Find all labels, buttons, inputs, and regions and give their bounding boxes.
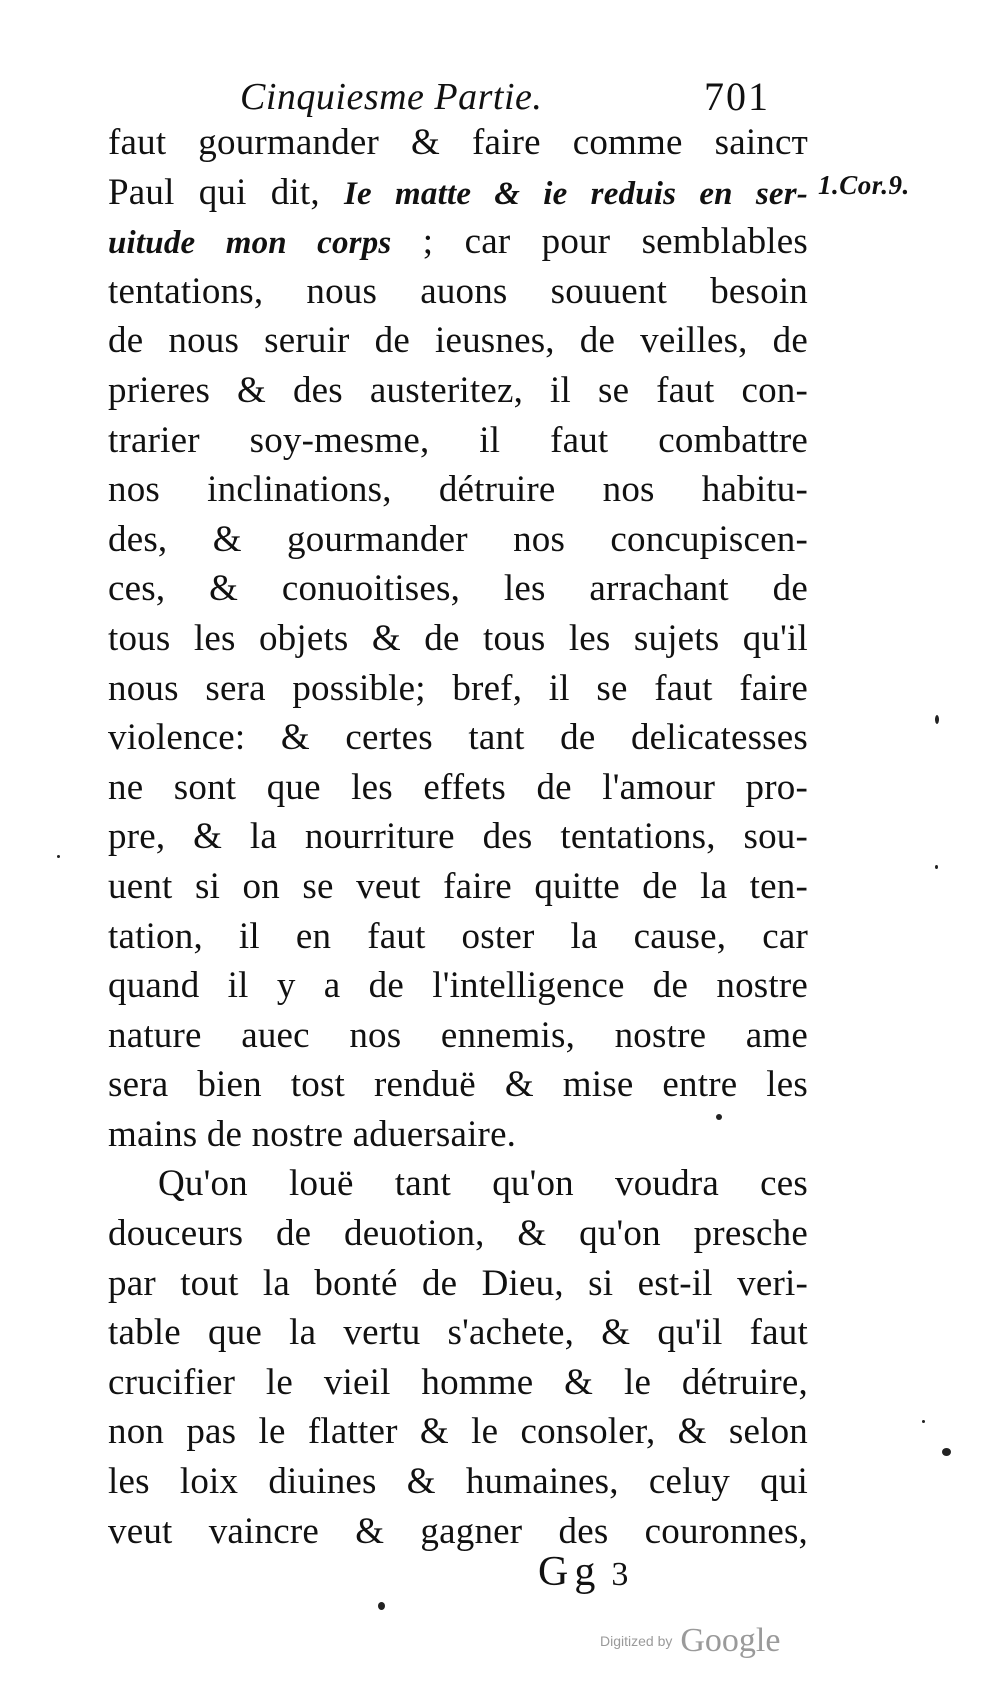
- text-line: table que la vertu s'achete, & qu'il faut: [108, 1312, 808, 1354]
- text-line: ne sont que les effets de l'amour pro-: [108, 766, 808, 808]
- text-segment: ; car pour semblables: [422, 221, 808, 263]
- text-line: par tout la bonté de Dieu, si est-il veri-: [108, 1262, 808, 1304]
- digitized-by-text: Digitized by: [600, 1633, 673, 1649]
- text-line: [108, 217, 808, 267]
- margin-note: 1.Cor.9.: [818, 170, 910, 200]
- italic-quote: uitude mon corps: [108, 225, 392, 262]
- text-line: des, & gourmander nos concupiscen-: [108, 518, 808, 560]
- text-line: pre, & la nourriture des tentations, sou-: [108, 816, 808, 858]
- text-line: Qu'on louë tant qu'on voudra ces: [158, 1163, 808, 1205]
- running-head: [240, 72, 800, 122]
- text-line: [108, 168, 808, 218]
- ink-speck: [378, 1602, 385, 1610]
- text-line: faut gourmander & faire comme saincт: [108, 122, 808, 163]
- text-line: les loix diuines & humaines, celuy qui: [108, 1461, 808, 1503]
- text-line: prieres & des austeritez, il se faut con-: [108, 369, 808, 411]
- text-segment: Paul qui dit,: [108, 171, 320, 213]
- text-line: mains de nostre aduersaire.: [108, 1113, 517, 1155]
- text-line: uent si on se veut faire quitte de la ten-: [108, 865, 808, 907]
- text-line: tation, il en faut oster la cause, car: [108, 915, 808, 957]
- text-line: violence: & certes tant de delicatesses: [108, 717, 808, 759]
- text-line: ces, & conuoitises, les arrachant de: [108, 568, 808, 610]
- text-line: nos inclinations, détruire nos habitu-: [108, 469, 808, 511]
- text-line: trarier soy-mesme, il faut combattre: [108, 419, 808, 461]
- italic-quote: Ie matte & ie reduis en ser-: [343, 175, 808, 212]
- ink-speck: [57, 855, 60, 858]
- ink-speck: [716, 1114, 722, 1120]
- running-title: Cinquiesme Partie.: [240, 76, 543, 118]
- text-line: douceurs de deuotion, & qu'on presche: [108, 1213, 808, 1255]
- text-line: tentations, nous auons souuent besoin: [108, 270, 808, 312]
- ink-speck: [935, 865, 938, 869]
- signature-mark: [538, 1548, 634, 1596]
- signature-letters: Gg: [538, 1549, 602, 1595]
- page-number: 701: [704, 74, 770, 119]
- google-logo: Google: [680, 1622, 781, 1659]
- text-line: nature auec nos ennemis, nostre ame: [108, 1014, 808, 1056]
- text-line: de nous seruir de ieusnes, de veilles, de: [108, 320, 808, 362]
- text-line: sera bien tost renduë & mise entre les: [108, 1064, 808, 1106]
- text-line: crucifier le vieil homme & le détruire,: [108, 1361, 808, 1403]
- text-line: quand il y a de l'intelligence de nostre: [108, 965, 808, 1007]
- text-line: veut vaincre & gagner des couronnes,: [108, 1510, 808, 1552]
- text-line: non pas le flatter & le consoler, & selon: [108, 1411, 808, 1453]
- ink-speck: [935, 715, 939, 724]
- ink-speck: [942, 1448, 951, 1456]
- digitized-watermark: [600, 1622, 780, 1658]
- ink-speck: [922, 1420, 925, 1423]
- text-line: nous sera possible; bref, il se faut faire: [108, 667, 808, 709]
- signature-number: 3: [611, 1556, 635, 1593]
- body-text: [108, 118, 808, 1556]
- text-line: tous les objets & de tous les sujets qu'il: [108, 617, 808, 659]
